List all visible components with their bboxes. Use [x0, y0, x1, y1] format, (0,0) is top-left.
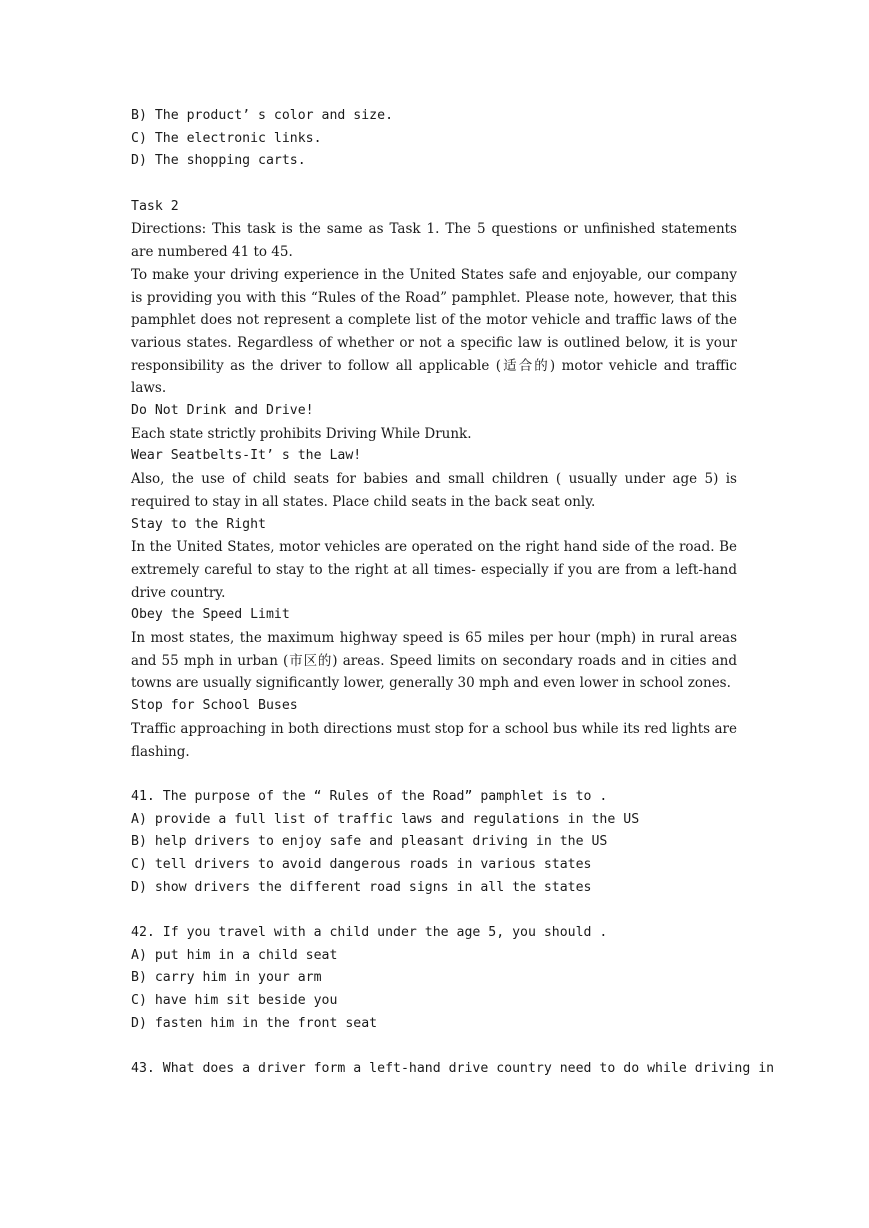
spacer: [131, 763, 737, 786]
question-stem: 43. What does a driver form a left-hand drive country need to do while driving in: [131, 1061, 775, 1077]
question-option: B) help drivers to enjoy safe and pleasant driving in the US: [131, 834, 608, 850]
question-option: A) provide a full list of traffic laws and regulations in the US: [131, 811, 640, 827]
spacer: [131, 899, 737, 922]
rule-text: Traffic approaching in both directions must stop for a school bus while its red lights are flashing.: [131, 720, 737, 760]
option-d: D) The shopping carts.: [131, 153, 306, 169]
rule-heading: Wear Seatbelts-It’ s the Law!: [131, 448, 362, 464]
question-option: D) show drivers the different road signs in all the states: [131, 879, 592, 895]
rule-text: Each state strictly prohibits Driving While Drunk.: [131, 425, 472, 442]
rule-heading: Stay to the Right: [131, 516, 266, 532]
option-c: C) The electronic links.: [131, 130, 322, 146]
document-page: [131, 105, 775, 1081]
rule-text: Also, the use of child seats for babies and small children ( usually under age 5) is required to stay in all states. Place child seats in the back seat only.: [131, 471, 737, 510]
question-option: D) fasten him in the front seat: [131, 1015, 378, 1031]
question-option: A) put him in a child seat: [131, 947, 338, 963]
rule-heading: Stop for School Buses: [131, 698, 298, 714]
rule-heading: Obey the Speed Limit: [131, 607, 290, 623]
question-option: C) tell drivers to avoid dangerous roads in various states: [131, 856, 592, 872]
question-stem: 42. If you travel with a child under the age 5, you should .: [131, 925, 608, 941]
task-title: Task 2: [131, 198, 179, 214]
rule-text: In the United States, motor vehicles are operated on the right hand side of the road. Be extremely careful to stay to the right at all times- especially if you are from a left-hand drive country.: [131, 539, 737, 601]
rule-text: In most states, the maximum highway speed is 65 miles per hour (mph) in rural areas and 55 mph in urban (市区的) areas. Speed limits on secondary roads and in cities and towns are usually significantly lower, generally 30 mph and even lower in school zones.: [131, 630, 737, 692]
spacer: [131, 173, 737, 196]
task-directions: Directions: This task is the same as Task 1. The 5 questions or unfinished statements are numbered 41 to 45.: [131, 221, 737, 261]
question-option: B) carry him in your arm: [131, 970, 322, 986]
question-stem: 41. The purpose of the “ Rules of the Road” pamphlet is to .: [131, 788, 608, 804]
option-b: B) The product’ s color and size.: [131, 108, 394, 123]
passage-intro: To make your driving experience in the United States safe and enjoyable, our company is providing you with this “Rules of the Road” pamphlet. Please note, however, that this pamphlet does not represent a complete list of the motor vehicle and traffic laws of the various states. Regardless of whether or not a specific law is outlined below, it is your responsibility as the driver to follow all applicable (适合的) motor vehicle and traffic laws.: [131, 266, 737, 397]
question-option: C) have him sit beside you: [131, 993, 338, 1009]
spacer: [131, 1035, 737, 1058]
rule-heading: Do Not Drink and Drive!: [131, 403, 314, 419]
